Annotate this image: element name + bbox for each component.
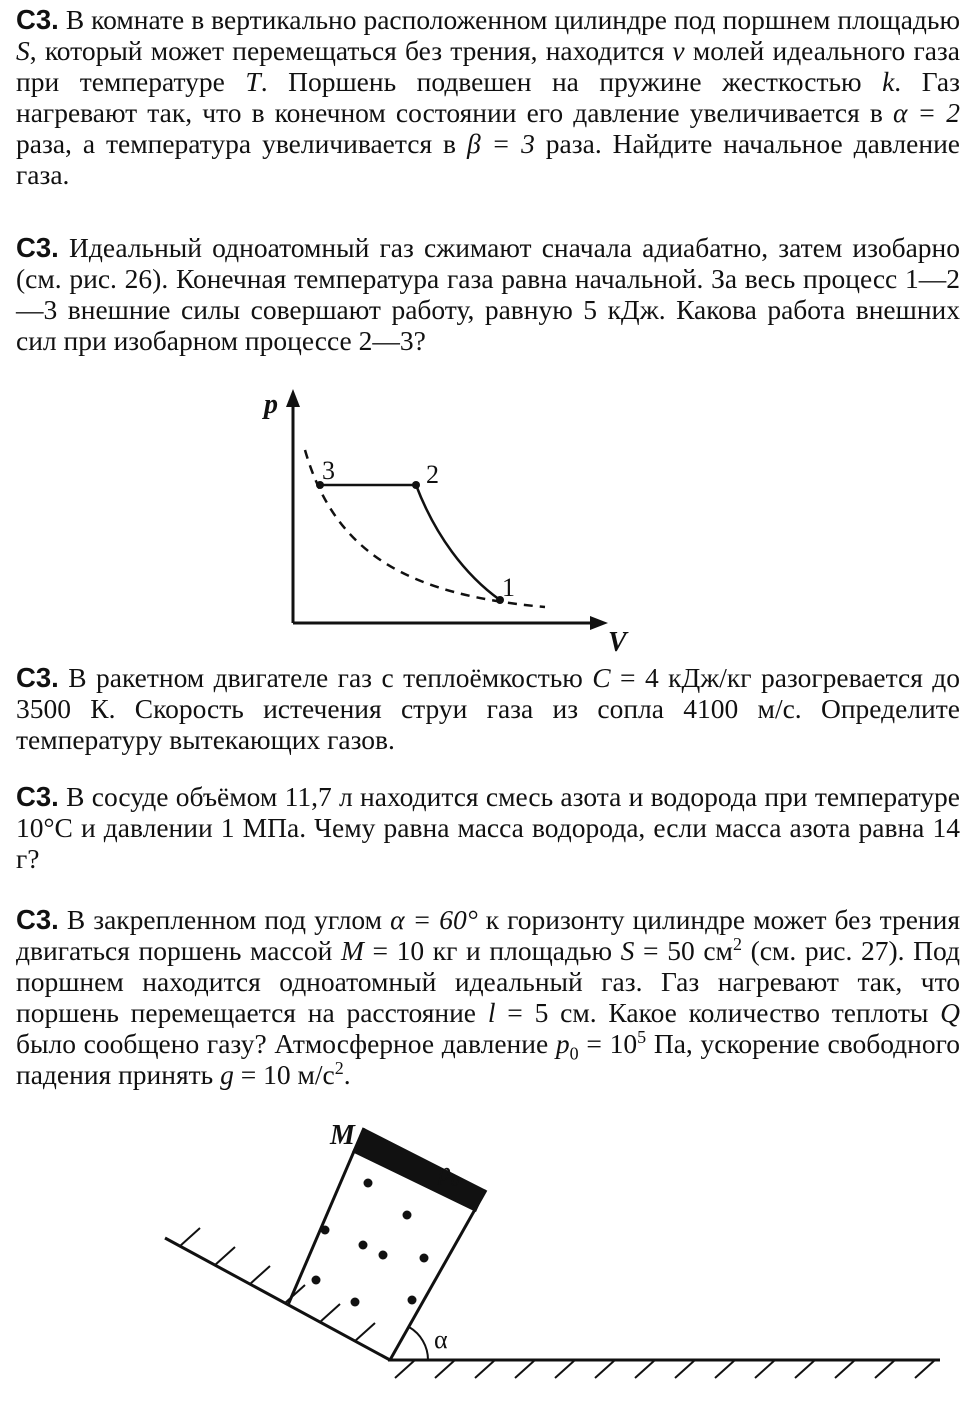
- piston: [352, 1128, 486, 1212]
- angle-arc: [409, 1327, 428, 1360]
- point-2: [412, 481, 420, 489]
- adiabat-1-2: [416, 485, 500, 600]
- incline-hatching: [180, 1228, 375, 1341]
- point-2-label: 2: [426, 460, 439, 489]
- figure-26-pv-diagram: [250, 385, 630, 655]
- cylinder-left-wall: [288, 1128, 364, 1305]
- atmospheric-pressure-label: $p_0$: [438, 1157, 459, 1190]
- problem-4: С3. В сосуде объёмом 11,7 л находится смесь азота и водорода при температуре 10°С и давлении 1 МПа. Чему равна масса водорода, если масса азота равна 14 г?: [16, 781, 960, 874]
- x-axis-arrow: [590, 616, 608, 630]
- point-1-label: 1: [502, 573, 515, 602]
- problem-3: С3. В ракетном двигателе газ с теплоёмкостью C = 4 кДж/кг разогревается до 3500 К. Скорость истечения струи газа из сопла 4100 м/с. Определите температуру вытекающих газов.: [16, 662, 961, 755]
- problem-5: С3. В закрепленном под углом α = 60° к горизонту цилиндре может без трения двигаться поршень массой M = 10 кг и площадью S = 50 $см^2$ (см. рис. 27). Под поршнем находится одноатомный идеальный газ. Газ нагревают так, что поршень перемещается на расстояние l = 5 см. Какое количество теплоты Q было сообщено газу? Атмосферное давление $p_0 = 10^5$ Па, ускорение свободного падения принять g = 10 $м/с^2$.: [16, 904, 960, 1090]
- point-3-label: 3: [322, 456, 335, 485]
- y-axis-label: p: [264, 389, 278, 420]
- problem-2: С3. Идеальный одноатомный газ сжимают сначала адиабатно, затем изобарно (см. рис. 26). Конечная температура газа равна начальной. За весь процесс 1—2—3 внешние силы совершают работу, равную 5 кДж. Какова работа внешних сил при изобарном процессе 2—3?: [16, 232, 961, 356]
- ground-hatching: [395, 1360, 935, 1378]
- gas-molecules: [312, 1179, 429, 1307]
- problem-label: С3.: [16, 232, 59, 263]
- problem-label: С3.: [16, 781, 59, 812]
- angle-label: α: [434, 1325, 448, 1354]
- figure-27-inclined-cylinder: [150, 1120, 970, 1390]
- mass-label: M: [330, 1120, 355, 1151]
- y-axis-arrow: [286, 389, 300, 407]
- problem-label: С3.: [16, 904, 59, 935]
- problem-label: С3.: [16, 4, 59, 35]
- problem-1: С3. В комнате в вертикально расположенном цилиндре под поршнем площадью S, который может перемещаться без трения, находится ν молей идеального газа при температуре T. Поршень подвешен на пружине жесткостью k. Газ нагревают так, что в конечном состоянии его давление увеличивается в α = 2 раза, а температура увеличивается в β = 3 раза. Найдите начальное давление газа.: [16, 4, 960, 190]
- x-axis-label: V: [608, 627, 627, 655]
- problem-label: С3.: [16, 662, 59, 693]
